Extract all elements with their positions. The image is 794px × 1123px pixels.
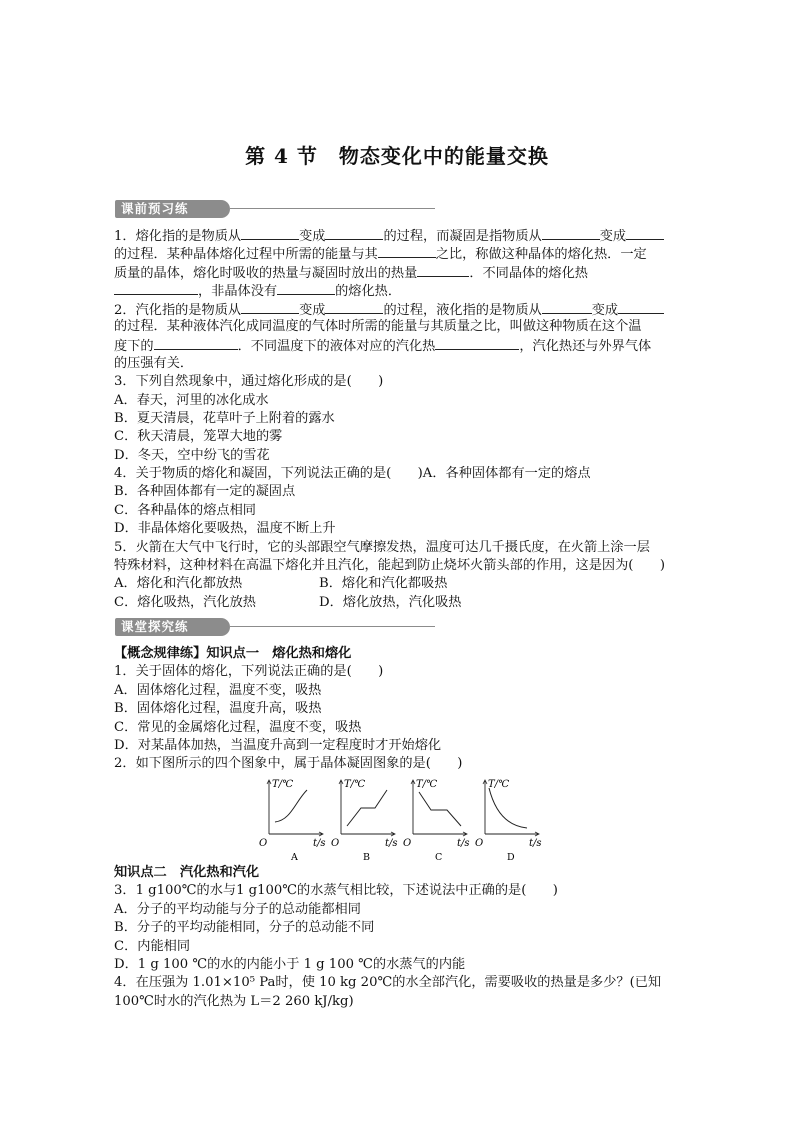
answer-blank[interactable] bbox=[626, 226, 664, 240]
question-4-option-d[interactable]: D．非晶体熔化要吸热，温度不断上升 bbox=[114, 521, 336, 537]
question-5-line-1: 5．火箭在大气中飞行时，它的头部跟空气摩擦发热，温度可达几千摄氏度，在火箭上涂一层 bbox=[114, 539, 650, 555]
temperature-curve bbox=[347, 790, 387, 826]
explore-question-3-option-a[interactable]: A．分子的平均动能与分子的总动能都相同 bbox=[114, 901, 361, 917]
x-axis-label: t/s bbox=[529, 838, 542, 849]
question-5-options-row-1 bbox=[114, 575, 681, 593]
answer-blank[interactable] bbox=[277, 281, 335, 295]
y-axis-label: T/℃ bbox=[272, 779, 294, 790]
explore-question-3-option-c[interactable]: C．内能相同 bbox=[114, 938, 191, 954]
question-3: 3．下列自然现象中，通过熔化形成的是( ) bbox=[114, 374, 384, 390]
question-4: 4．关于物质的熔化和凝固，下列说法正确的是( )A．各种固体都有一定的熔点 bbox=[114, 466, 591, 482]
question-5-option-c[interactable]: C．熔化吸热，汽化放热 bbox=[114, 594, 256, 610]
answer-blank[interactable] bbox=[542, 300, 592, 314]
section-tab-label: 课堂探究练 bbox=[115, 618, 230, 636]
answer-blank[interactable] bbox=[114, 281, 198, 295]
page-title: 第 4 节 物态变化中的能量交换 bbox=[245, 144, 549, 168]
explore-question-4-line-2: 100℃时水的汽化热为 L＝2 260 kJ/kg) bbox=[114, 993, 354, 1009]
origin-label: O bbox=[475, 838, 484, 849]
question-5-options-row-2 bbox=[114, 594, 681, 612]
answer-blank[interactable] bbox=[378, 244, 436, 258]
question-4-option-b[interactable]: B．各种固体都有一定的凝固点 bbox=[114, 484, 296, 500]
graph-c bbox=[403, 779, 470, 862]
graph-d bbox=[475, 779, 542, 862]
question-3-option-d[interactable]: D．冬天，空中纷飞的雪花 bbox=[114, 447, 270, 463]
answer-blank[interactable] bbox=[542, 226, 600, 240]
section-header-preview bbox=[115, 200, 435, 218]
explore-question-1-option-d[interactable]: D．对某晶体加热，当温度升高到一定程度时才开始熔化 bbox=[114, 737, 442, 753]
question-2-line-3: 度下的 ．不同温度下的液体对应的汽化热 ，汽化热还与外界气体 bbox=[114, 336, 681, 354]
explore-question-1-option-a[interactable]: A．固体熔化过程，温度不变，吸热 bbox=[114, 682, 322, 698]
section-tab-label: 课前预习练 bbox=[115, 200, 230, 218]
question-5-line-2: 特殊材料，这种材料在高温下熔化并且汽化，能起到防止烧坏火箭头部的作用，这是因为( ) bbox=[114, 558, 665, 574]
question-1-line-1: 1．熔化指的是物质从 变成 的过程，而凝固是指物质从 变成 bbox=[114, 226, 681, 244]
answer-blank[interactable] bbox=[241, 300, 299, 314]
origin-label: O bbox=[331, 838, 340, 849]
explore-question-3: 3．1 g100℃的水与1 g100℃的水蒸气相比较，下述说法中正确的是( ) bbox=[114, 883, 558, 899]
explore-question-1-option-b[interactable]: B．固体熔化过程，温度升高，吸热 bbox=[114, 701, 322, 717]
explore-question-1: 1．关于固体的熔化，下列说法正确的是( ) bbox=[114, 664, 384, 680]
temperature-curve bbox=[419, 792, 461, 826]
temperature-curve bbox=[275, 790, 307, 822]
explore-question-2: 2．如下图所示的四个图象中，属于晶体凝固图象的是( ) bbox=[114, 756, 463, 772]
explore-content-bottom bbox=[114, 864, 681, 1011]
section-header-explore bbox=[115, 618, 435, 636]
preview-content bbox=[114, 226, 681, 612]
answer-blank[interactable] bbox=[417, 263, 469, 277]
section-divider bbox=[230, 626, 435, 627]
graph-b bbox=[331, 779, 398, 862]
question-2-line-4: 的压强有关． bbox=[114, 355, 194, 371]
question-2-line-2: 的过程．某种液体汽化成同温度的气体时所需的能量与其质量之比，叫做这种物质在这个温 bbox=[114, 318, 642, 334]
explore-question-3-option-d[interactable]: D．1 g 100 ℃的水的内能小于 1 g 100 ℃的水蒸气的内能 bbox=[114, 956, 466, 972]
question-1-line-4: ，非晶体没有 的熔化热． bbox=[114, 281, 681, 299]
question-5-option-b[interactable]: B．熔化和汽化都吸热 bbox=[319, 576, 448, 592]
answer-blank[interactable] bbox=[325, 300, 383, 314]
explore-question-3-option-b[interactable]: B．分子的平均动能相同，分子的总动能不同 bbox=[114, 920, 375, 936]
answer-blank[interactable] bbox=[241, 226, 299, 240]
origin-label: O bbox=[403, 838, 412, 849]
explore-content-top bbox=[114, 645, 681, 774]
question-2-line-1: 2．汽化指的是物质从 变成 的过程，液化指的是物质从 变成 bbox=[114, 300, 681, 318]
y-axis-label: T/℃ bbox=[488, 779, 510, 790]
question-5-option-d[interactable]: D．熔化放热，汽化吸热 bbox=[319, 594, 462, 610]
graph-letter-label: D bbox=[507, 852, 515, 862]
x-axis-label: t/s bbox=[385, 838, 398, 849]
question-3-option-c[interactable]: C．秋天清晨，笼罩大地的雾 bbox=[114, 429, 283, 445]
graph-a bbox=[259, 779, 326, 862]
question-4-option-c[interactable]: C．各种晶体的熔点相同 bbox=[114, 502, 256, 518]
y-axis-label: T/℃ bbox=[416, 779, 438, 790]
temperature-time-graphs bbox=[255, 776, 545, 862]
question-1-line-2: 的过程．某种晶体熔化过程中所需的能量与其 之比，称做这种晶体的熔化热．一定 bbox=[114, 244, 681, 262]
question-5-option-a[interactable]: A．熔化和汽化都放热 bbox=[114, 576, 243, 592]
answer-blank[interactable] bbox=[154, 336, 238, 350]
x-axis-label: t/s bbox=[313, 838, 326, 849]
knowledge-point-2-heading: 知识点二 汽化热和汽化 bbox=[114, 865, 260, 880]
knowledge-point-1-heading: 【概念规律练】知识点一 熔化热和熔化 bbox=[114, 646, 352, 661]
graph-letter-label: A bbox=[291, 852, 298, 862]
section-divider bbox=[230, 208, 435, 209]
question-1-line-3: 质量的晶体，熔化时吸收的热量与凝固时放出的热量 ．不同晶体的熔化热 bbox=[114, 263, 681, 281]
explore-question-4-line-1: 4．在压强为 1.01×10⁵ Pa时，使 10 kg 20℃的水全部汽化，需要吸收的热量是多少？(已知 bbox=[114, 975, 662, 991]
origin-label: O bbox=[259, 838, 268, 849]
y-axis-label: T/℃ bbox=[344, 779, 366, 790]
explore-question-1-option-c[interactable]: C．常见的金属熔化过程，温度不变，吸热 bbox=[114, 719, 362, 735]
answer-blank[interactable] bbox=[325, 226, 383, 240]
answer-blank[interactable] bbox=[435, 336, 519, 350]
graph-letter-label: C bbox=[435, 852, 443, 862]
question-3-option-b[interactable]: B．夏天清晨，花草叶子上附着的露水 bbox=[114, 410, 335, 426]
graph-letter-label: B bbox=[363, 852, 370, 862]
temperature-curve bbox=[489, 788, 527, 828]
answer-blank[interactable] bbox=[618, 300, 664, 314]
x-axis-label: t/s bbox=[457, 838, 470, 849]
question-3-option-a[interactable]: A．春天，河里的冰化成水 bbox=[114, 392, 269, 408]
